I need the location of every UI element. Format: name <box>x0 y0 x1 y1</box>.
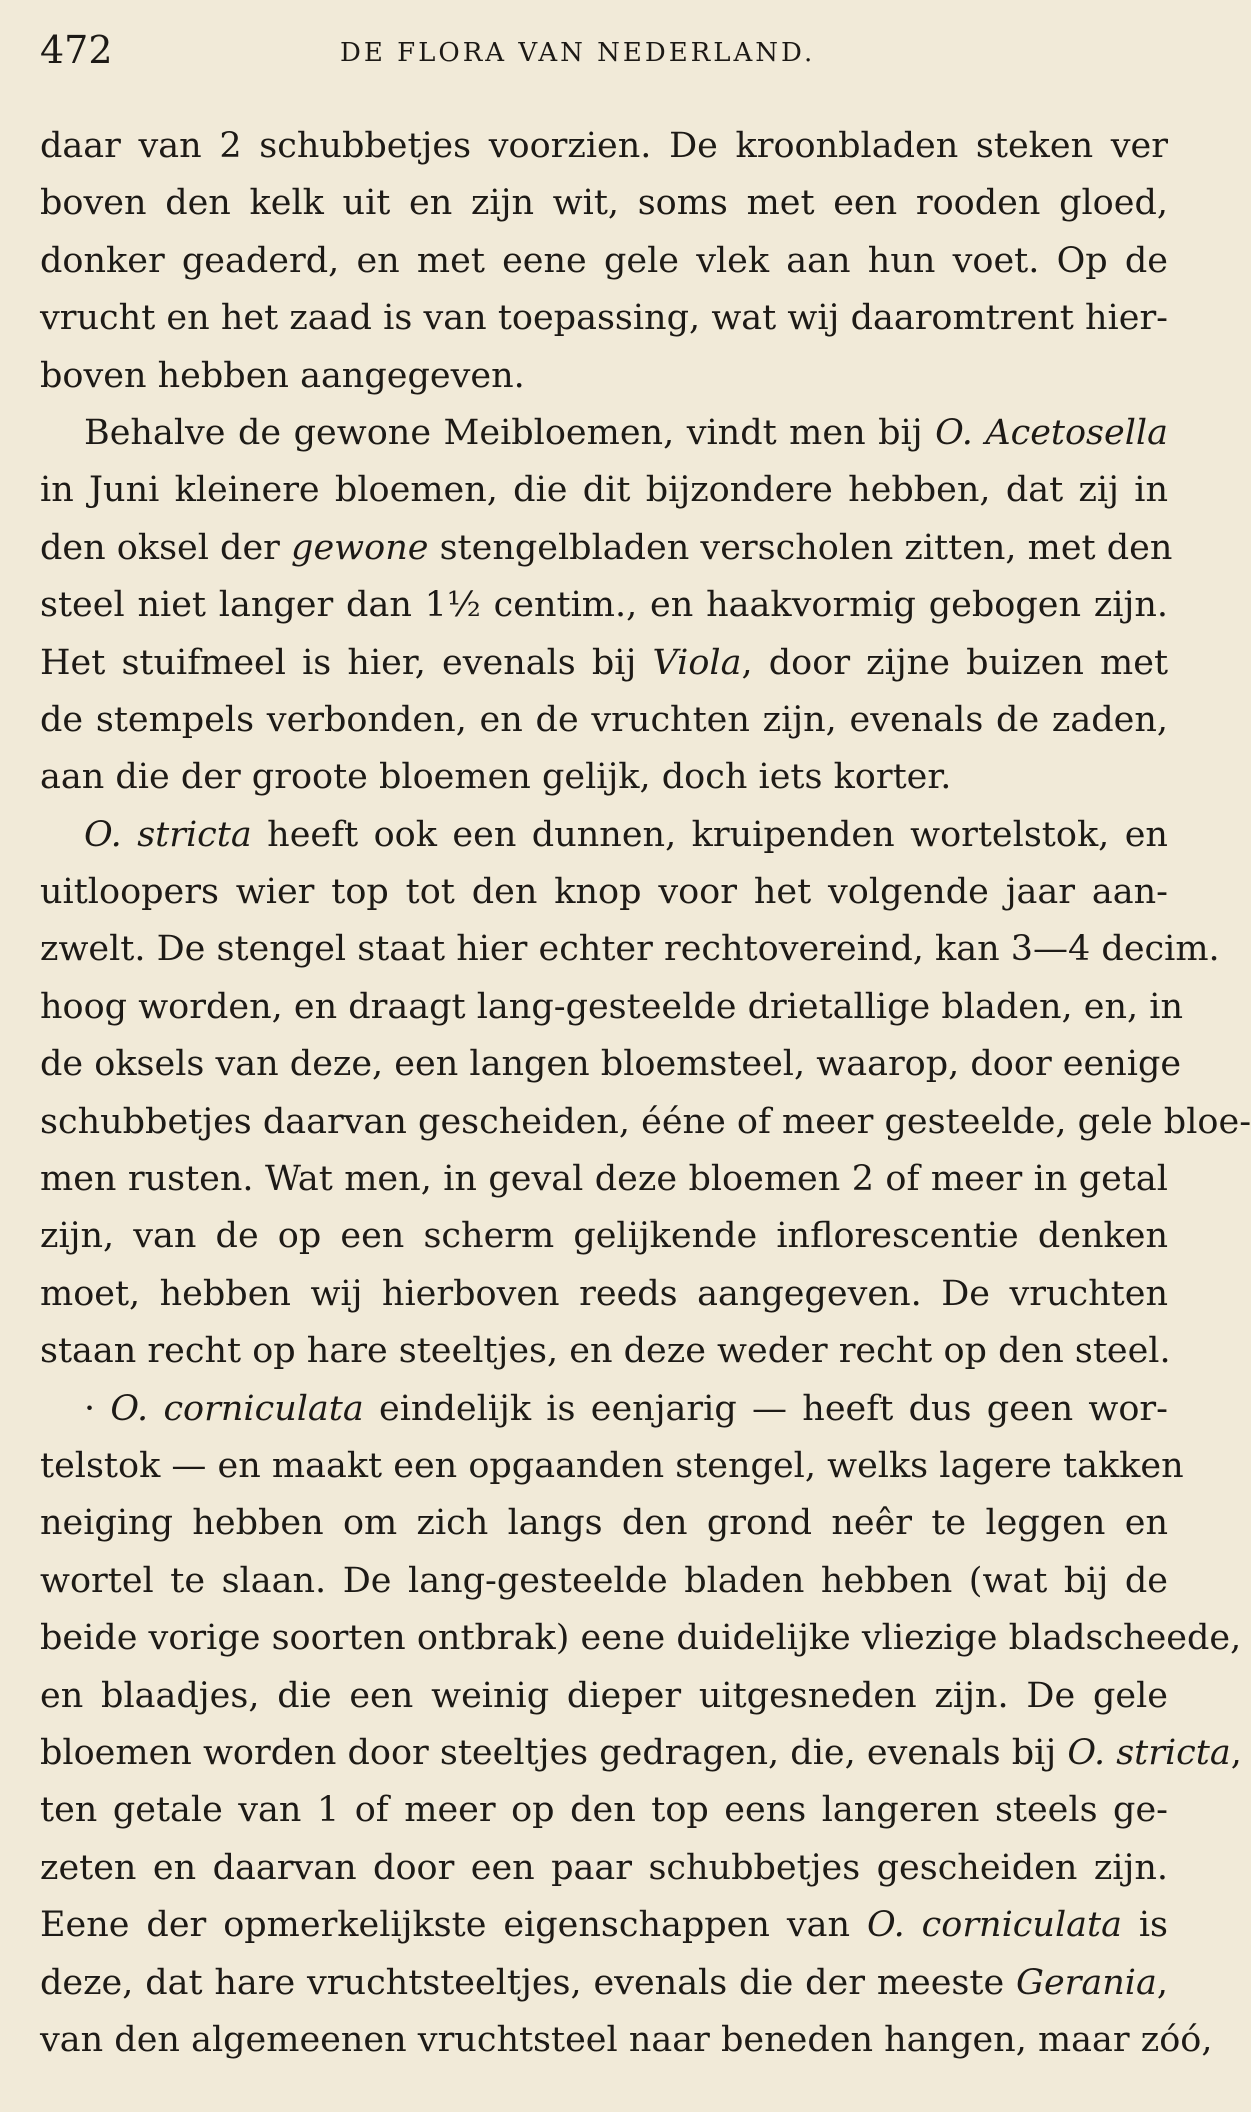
text-span: donker geaderd, en met eene gele vlek aan hun voet. Op de <box>40 240 1168 281</box>
italic-text-span: gewone <box>291 527 429 568</box>
text-span: aan die der groote bloemen gelijk, doch iets korter. <box>40 757 952 798</box>
text-span: Eene der opmerkelijkste eigenschappen van <box>40 1905 867 1946</box>
text-span: in Juni kleinere bloemen, die dit bijzondere hebben, dat zij in <box>40 470 1168 511</box>
italic-text-span: O. Acetosella <box>935 412 1168 453</box>
text-span: uitloopers wier top tot den knop voor het volgende jaar aan- <box>40 872 1168 913</box>
text-span: ten getale van 1 of meer op den top eens langeren steels ge- <box>40 1790 1168 1831</box>
text-span: boven hebben aangegeven. <box>40 355 525 396</box>
text-line <box>40 807 1168 864</box>
text-line <box>40 864 1168 921</box>
italic-text-span: Gerania <box>1015 1962 1157 2003</box>
text-line <box>40 1782 1168 1839</box>
text-line <box>40 1438 1184 1495</box>
text-span: hoog worden, en draagt lang-gesteelde drietallige bladen, en, in <box>40 986 1183 1027</box>
text-span: deze, dat hare vruchtsteeltjes, evenals die der meeste <box>40 1962 1016 2003</box>
text-span: neiging hebben om zich langs den grond neêr te leggen en <box>40 1503 1168 1544</box>
text-line <box>40 1495 1168 1552</box>
text-line <box>40 1955 1168 2012</box>
text-line <box>40 1610 1242 1667</box>
text-line <box>40 577 1168 634</box>
text-line <box>40 1151 1168 1208</box>
text-line <box>40 1323 1171 1380</box>
text-span: eindelijk is eenjarig — heeft dus geen wor- <box>363 1388 1168 1429</box>
text-span: de stempels verbonden, en de vruchten zijn, evenals de zaden, <box>40 699 1168 740</box>
running-title: DE FLORA VAN NEDERLAND. <box>340 38 816 68</box>
text-span: , <box>1230 1732 1242 1773</box>
text-line <box>40 1840 1168 1897</box>
text-line <box>40 1668 1168 1725</box>
text-line <box>40 979 1183 1036</box>
text-span: van den algemeenen vruchtsteel naar beneden hangen, maar zóó, <box>40 2019 1213 2060</box>
italic-text-span: O. corniculata <box>110 1388 364 1429</box>
text-line <box>40 118 1168 175</box>
text-line <box>40 749 1168 806</box>
text-span: zijn, van de op een scherm gelijkende inflorescentie denken <box>40 1216 1168 1257</box>
text-line <box>40 1266 1168 1323</box>
text-span: men rusten. Wat men, in geval deze bloemen 2 of meer in getal <box>40 1159 1168 1200</box>
text-span: boven den kelk uit en zijn wit, soms met een rooden gloed, <box>40 183 1168 224</box>
text-span: daar van 2 schubbetjes voorzien. De kroonbladen steken ver <box>40 126 1168 166</box>
text-line <box>40 921 1220 978</box>
text-line <box>40 1208 1168 1265</box>
italic-text-span: O. corniculata <box>866 1905 1122 1946</box>
text-span: moet, hebben wij hierboven reeds aangegeven. De vruchten <box>40 1273 1168 1314</box>
text-span: wortel te slaan. De lang-gesteelde bladen hebben (wat bij de <box>40 1560 1168 1601</box>
italic-text-span: Viola <box>652 642 742 683</box>
text-line <box>40 348 1168 405</box>
text-span: en blaadjes, die een weinig dieper uitgesneden zijn. De gele <box>40 1675 1168 1716</box>
text-line <box>40 635 1168 692</box>
text-span: stengelbladen verscholen zitten, met den <box>428 527 1173 568</box>
text-span: den oksel der <box>40 527 292 568</box>
text-span: is <box>1121 1905 1169 1946</box>
text-span: de oksels van deze, een langen bloemsteel, waarop, door eenige <box>40 1044 1182 1085</box>
text-line <box>40 1897 1168 1954</box>
text-line <box>40 1553 1168 1610</box>
text-span: zeten en daarvan door een paar schubbetjes gescheiden zijn. <box>40 1847 1168 1888</box>
text-span: Behalve de gewone Meibloemen, vindt men bij <box>84 412 936 453</box>
text-span: beide vorige soorten ontbrak) eene duidelijke vliezige bladscheede, <box>40 1618 1242 1659</box>
text-span: , <box>1156 1962 1168 2003</box>
text-line <box>40 462 1168 519</box>
text-span: bloemen worden door steeltjes gedragen, die, evenals bij <box>40 1732 1068 1773</box>
text-span: , door zijne buizen met <box>741 642 1169 683</box>
text-span: steel niet langer dan 1½ centim., en haakvormig gebogen zijn. <box>40 585 1168 626</box>
text-line <box>40 2012 1213 2069</box>
text-line <box>40 1725 1242 1782</box>
text-line <box>40 1036 1182 1093</box>
italic-text-span: O. stricta <box>1067 1732 1231 1773</box>
text-span: schubbetjes daarvan gescheiden, ééne of meer gesteelde, gele bloe- <box>40 1101 1251 1142</box>
text-span: vrucht en het zaad is van toepassing, wat wij daaromtrent hier- <box>40 298 1168 339</box>
text-span: staan recht op hare steeltjes, en deze weder recht op den steel. <box>40 1331 1171 1372</box>
text-span: heeft ook een dunnen, kruipenden wortelstok, en <box>251 814 1168 855</box>
page-header <box>40 28 1133 78</box>
text-line <box>40 1381 1168 1438</box>
text-line <box>40 290 1168 347</box>
text-line <box>40 520 1173 577</box>
text-line <box>40 175 1168 232</box>
italic-text-span: O. stricta <box>84 814 252 855</box>
text-span: zwelt. De stengel staat hier echter rechtovereind, kan 3—4 decim. <box>40 929 1220 970</box>
text-span: Het stuifmeel is hier, evenals bij <box>40 642 653 683</box>
body-text <box>40 118 1251 2069</box>
text-line <box>40 233 1168 290</box>
text-line <box>40 1094 1251 1151</box>
text-line <box>40 405 1168 462</box>
page-number: 472 <box>40 28 113 72</box>
text-span: telstok — en maakt een opgaanden stengel, welks lagere takken <box>40 1445 1184 1486</box>
text-span: · <box>84 1388 111 1429</box>
text-line <box>40 692 1168 749</box>
